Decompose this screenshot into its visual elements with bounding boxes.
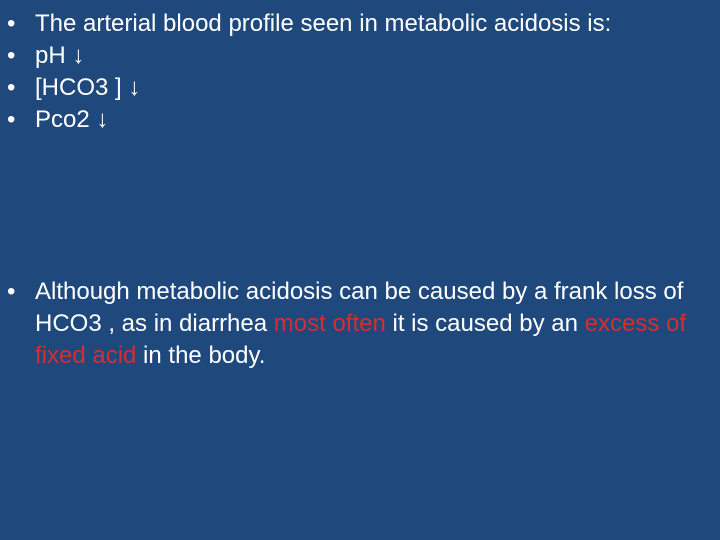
bullet-item-hco3 [0,72,720,104]
bullet-item-ph [0,40,720,72]
bullet-text: [HCO3 ] ↓ [35,74,141,101]
bullet-list-profile [0,8,720,136]
bullet-text: The arterial blood profile seen in metabolic acidosis is: [35,10,612,37]
highlight-excess-fixed-acid: excess of fixed acid [35,310,687,369]
bullet-dot-icon: • [7,278,16,305]
explanation-text [35,278,686,369]
text-segment: in the body. [136,342,266,369]
bullet-item-explanation [0,276,720,372]
text-segment: Although metabolic acidosis can be caused by a frank loss of HCO3 , as in diarrhea [35,278,684,337]
bullet-dot-icon: • [7,42,16,69]
bullet-item-pco2 [0,104,720,136]
bullet-list-explanation [0,276,720,372]
bullet-item-profile-intro [0,8,720,40]
bullet-dot-icon: • [7,10,16,37]
text-segment: it is caused by an [385,310,585,337]
highlight-most-often: most often [273,310,386,337]
bullet-dot-icon: • [7,106,16,133]
bullet-dot-icon: • [7,74,16,101]
bullet-text: Pco2 ↓ [35,106,109,133]
bullet-text: pH ↓ [35,42,85,69]
